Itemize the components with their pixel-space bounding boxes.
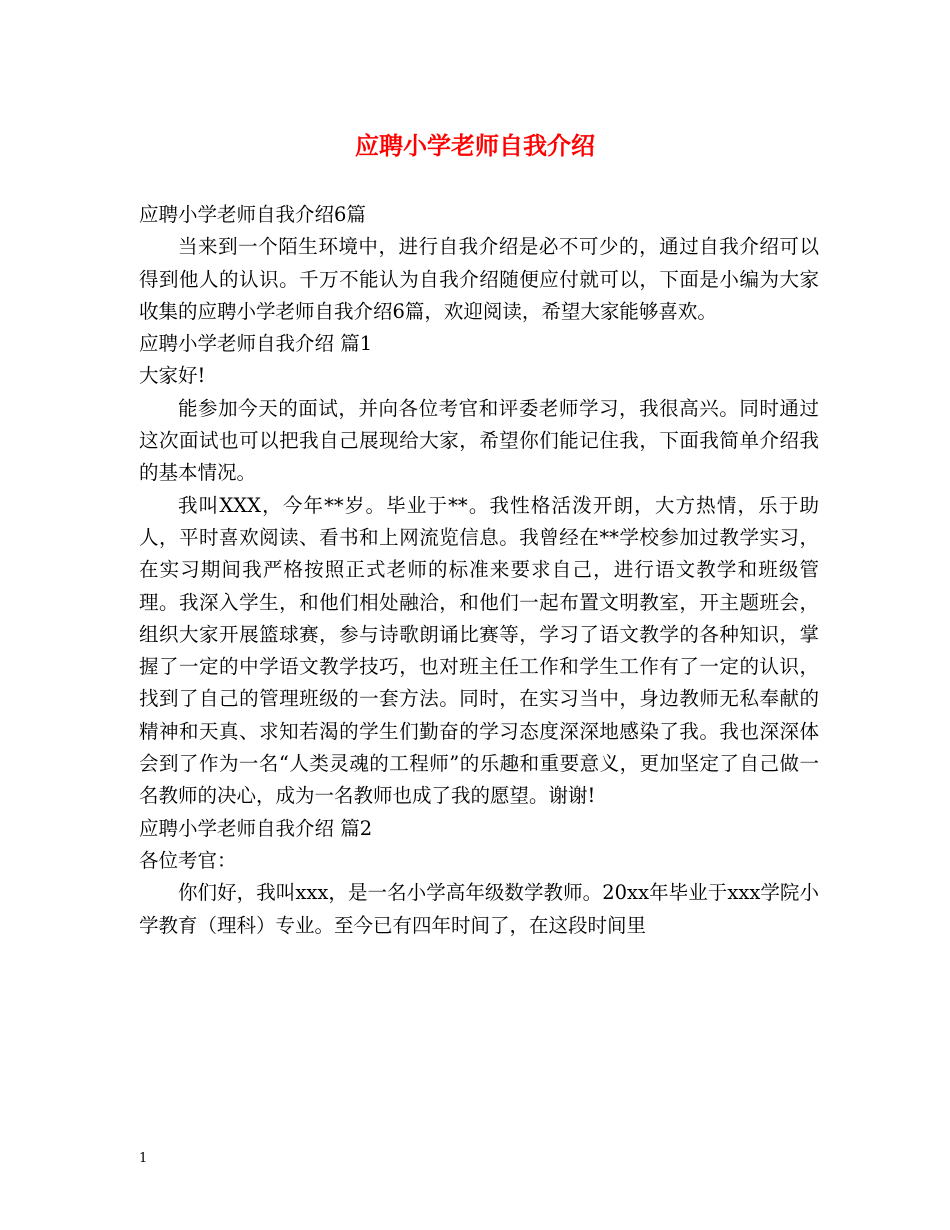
paragraph: 你们好，我叫xxx，是一名小学高年级数学教师。20xx年毕业于xxx学院小学教育（理科）专业。至今已有四年时间了，在这段时间里 [139, 881, 819, 937]
paragraph: 当来到一个陌生环境中，进行自我介绍是必不可少的，通过自我介绍可以得到他人的认识。千万不能认为自我介绍随便应付就可以，下面是小编为大家收集的应聘小学老师自我介绍6篇，欢迎阅读，希望大家能够喜欢。 [139, 235, 819, 323]
document-title: 应聘小学老师自我介绍 [355, 131, 595, 160]
paragraph: 各位考官： [139, 848, 237, 872]
paragraph: 我叫XXX，今年**岁。毕业于**。我性格活泼开朗，大方热情，乐于助人，平时喜欢阅读、看书和上网流览信息。我曾经在**学校参加过教学实习，在实习期间我严格按照正式老师的标准来要求自己，进行语文教学和班级管理。我深入学生，和他们相处融洽，和他们一起布置文明教室，开主题班会，组织大家开展篮球赛，参与诗歌朗诵比赛等，学习了语文教学的各种知识，掌握了一定的中学语文教学技巧，也对班主任工作和学生工作有了一定的认识，找到了自己的管理班级的一套方法。同时，在实习当中，身边教师无私奉献的精神和天真、求知若渴的学生们勤奋的学习态度深深地感染了我。我也深深体会到了作为一名“人类灵魂的工程师”的乐趣和重要意义，更加坚定了自己做一名教师的决心，成为一名教师也成了我的愿望。谢谢! [139, 493, 819, 808]
paragraph: 能参加今天的面试，并向各位考官和评委老师学习，我很高兴。同时通过这次面试也可以把我自己展现给大家，希望你们能记住我，下面我简单介绍我的基本情况。 [139, 396, 819, 485]
paragraph: 大家好! [139, 364, 206, 388]
paragraph: 应聘小学老师自我介绍 篇1 [139, 332, 373, 356]
page-number: 1 [139, 1151, 148, 1166]
paragraph: 应聘小学老师自我介绍6篇 [139, 203, 366, 226]
paragraph: 应聘小学老师自我介绍 篇2 [139, 816, 373, 840]
document-body [139, 199, 819, 942]
